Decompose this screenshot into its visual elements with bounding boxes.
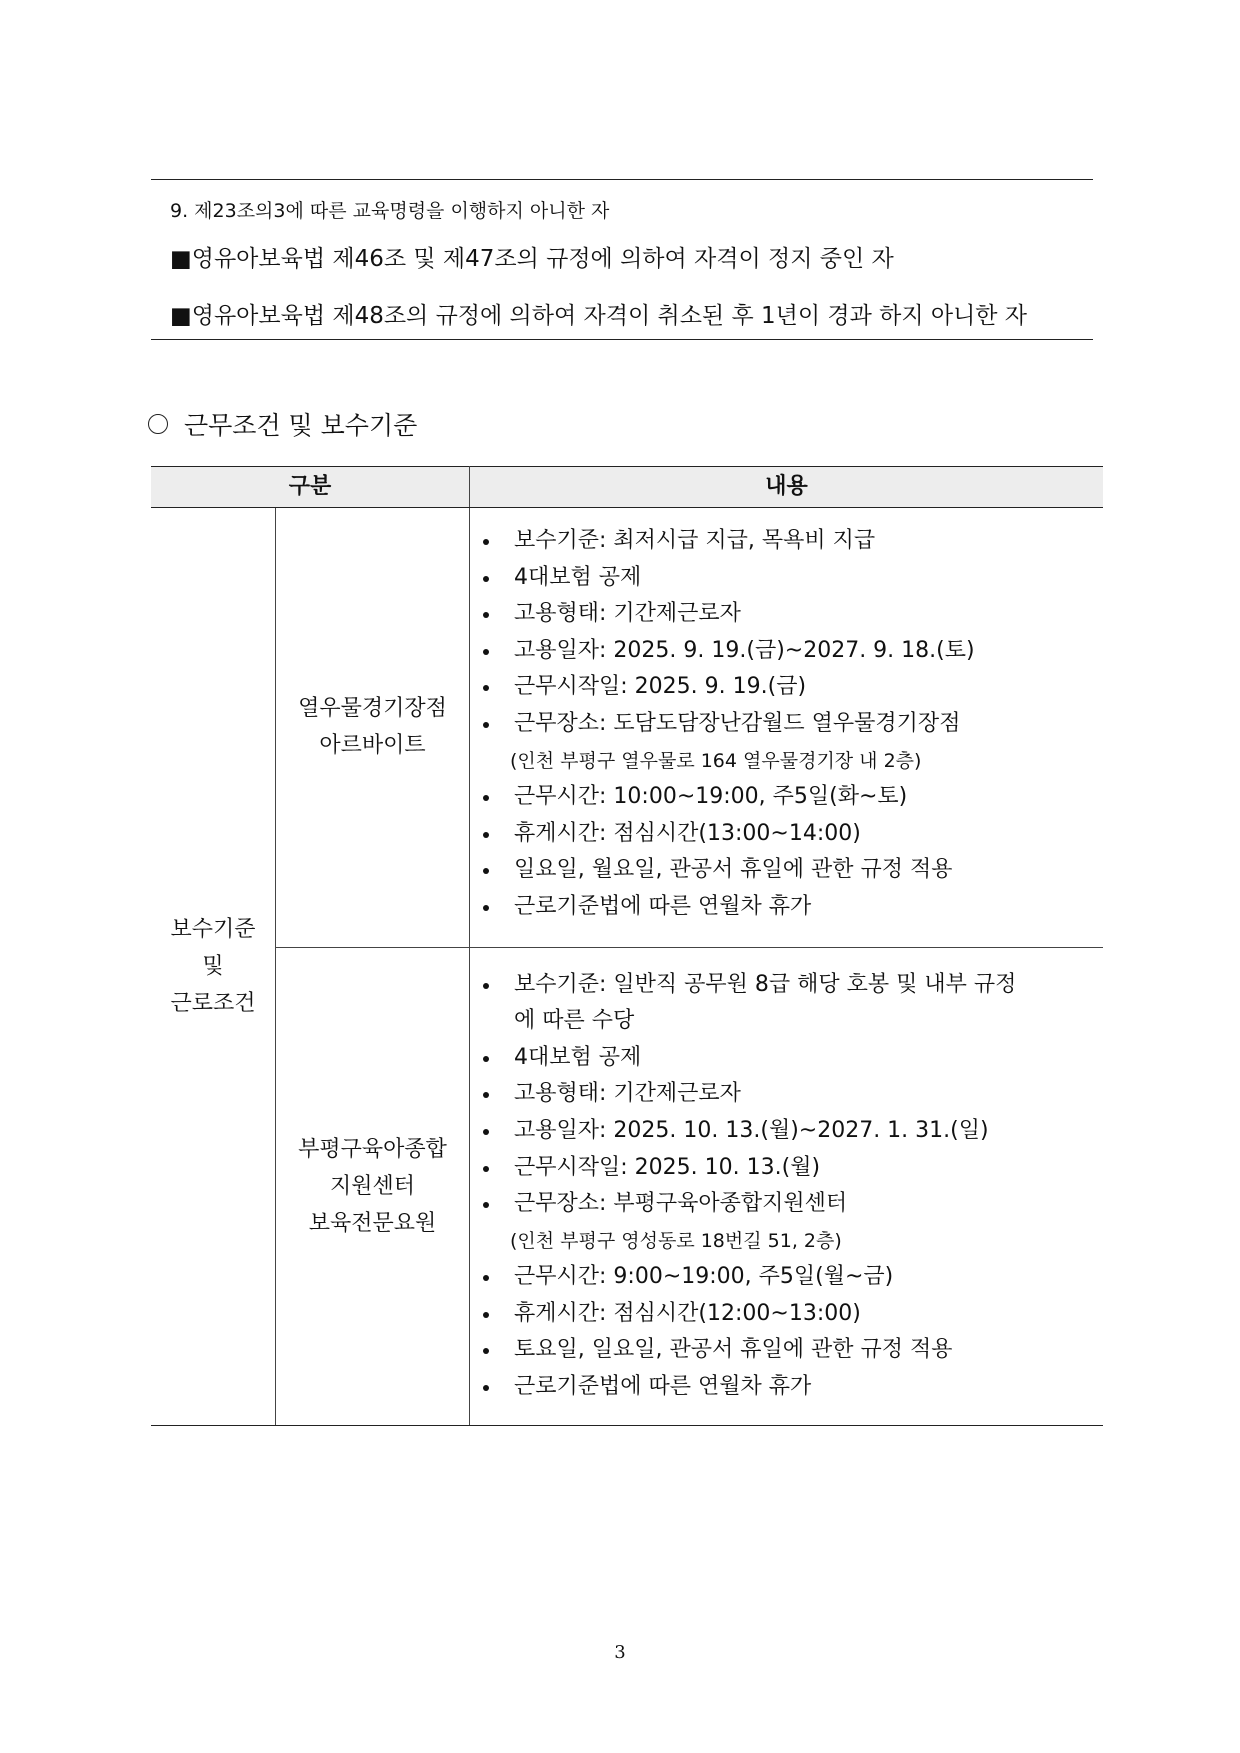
- list-item: 근로기준법에 따른 연월차 휴가: [470, 1369, 1093, 1406]
- disqualification-suspended: ■영유아보육법 제46조 및 제47조의 규정에 의하여 자격이 정지 중인 자: [170, 246, 894, 272]
- header-category: 구분: [151, 467, 470, 508]
- table-row: [151, 947, 1103, 1425]
- position-cell: [276, 508, 470, 948]
- working-conditions-table: [151, 466, 1103, 1426]
- list-item: 휴게시간: 점심시간(13:00~14:00): [470, 816, 1093, 853]
- position-name-line: 지원센터: [329, 1173, 415, 1199]
- group-label-line: 및: [202, 953, 224, 979]
- group-label-cell: [151, 508, 276, 1426]
- list-item: 근무시간: 10:00~19:00, 주5일(화~토): [470, 779, 1093, 816]
- list-item: 근무시작일: 2025. 10. 13.(월): [470, 1150, 1093, 1187]
- table-header-row: [151, 467, 1103, 508]
- list-item: 4대보험 공제: [470, 1040, 1093, 1077]
- circle-bullet-icon: [148, 414, 168, 434]
- position-cell: [276, 947, 470, 1425]
- list-item: 고용일자: 2025. 9. 19.(금)~2027. 9. 18.(토): [470, 633, 1093, 670]
- list-item: 일요일, 월요일, 관공서 휴일에 관한 규정 적용: [470, 852, 1093, 889]
- section-title: 근무조건 및 보수기준: [184, 411, 418, 440]
- top-box-border-bottom: [151, 339, 1093, 340]
- list-item: 보수기준: 일반직 공무원 8급 해당 호봉 및 내부 규정: [470, 967, 1093, 1004]
- list-item: 고용형태: 기간제근로자: [470, 1076, 1093, 1113]
- position-name-line: 열우물경기장점: [298, 696, 447, 722]
- list-item: 근로기준법에 따른 연월차 휴가: [470, 889, 1093, 926]
- list-item: 보수기준: 최저시급 지급, 목욕비 지급: [470, 523, 1093, 560]
- page-number: 3: [614, 1642, 626, 1663]
- group-label-line: 근로조건: [170, 990, 256, 1016]
- list-item-continuation: 에 따른 수당: [514, 1008, 635, 1034]
- list-item: 4대보험 공제: [470, 560, 1093, 597]
- position-name-line: 아르바이트: [319, 733, 426, 759]
- list-item-address: (인천 부평구 열우물로 164 열우물경기장 내 2층): [510, 749, 922, 772]
- condition-list: [470, 523, 1093, 926]
- list-item: 근무장소: 도담도담장난감월드 열우물경기장점: [470, 706, 1093, 743]
- position-name-line: 보육전문요원: [308, 1210, 437, 1236]
- content-cell: [470, 947, 1104, 1425]
- list-item: 근무시작일: 2025. 9. 19.(금): [470, 669, 1093, 706]
- list-item-address: (인천 부평구 영성동로 18번길 51, 2층): [510, 1229, 842, 1252]
- disqualification-item-9: 9. 제23조의3에 따른 교육명령을 이행하지 아니한 자: [170, 200, 610, 222]
- list-item: 근무장소: 부평구육아종합지원센터: [470, 1186, 1093, 1223]
- top-box-border-top: [151, 179, 1093, 180]
- table-row: [151, 508, 1103, 948]
- condition-list: [470, 967, 1093, 1406]
- header-content: 내용: [470, 467, 1104, 508]
- list-item: 토요일, 일요일, 관공서 휴일에 관한 규정 적용: [470, 1332, 1093, 1369]
- position-name-line: 부평구육아종합: [298, 1136, 447, 1162]
- disqualification-revoked: ■영유아보육법 제48조의 규정에 의하여 자격이 취소된 후 1년이 경과 하지 아니한 자: [170, 303, 1028, 329]
- section-heading: [148, 406, 417, 442]
- list-item: 근무시간: 9:00~19:00, 주5일(월~금): [470, 1259, 1093, 1296]
- group-label-line: 보수기준: [170, 916, 256, 942]
- content-cell: [470, 508, 1104, 948]
- list-item: 고용형태: 기간제근로자: [470, 596, 1093, 633]
- list-item: 고용일자: 2025. 10. 13.(월)~2027. 1. 31.(일): [470, 1113, 1093, 1150]
- list-item: 휴게시간: 점심시간(12:00~13:00): [470, 1296, 1093, 1333]
